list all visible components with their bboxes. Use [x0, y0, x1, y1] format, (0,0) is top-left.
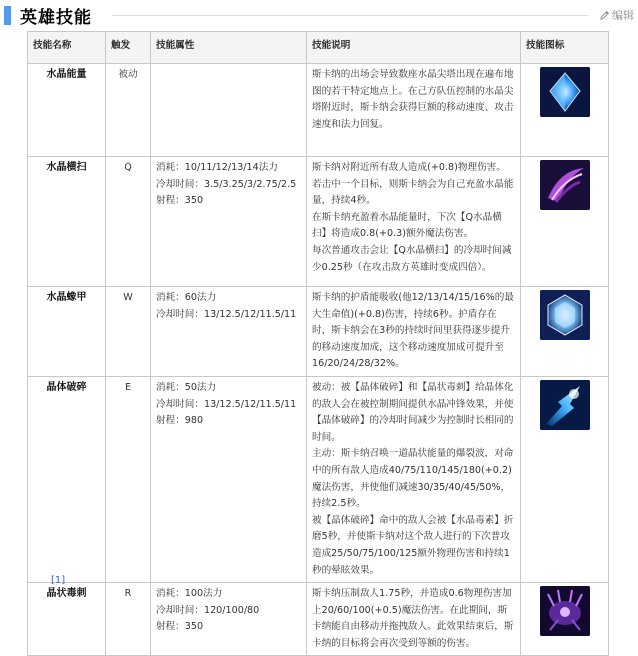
skill-attributes [151, 157, 307, 287]
attr-line: 消耗：60法力 [156, 292, 217, 303]
skill-description [307, 583, 521, 656]
skill-trigger: W [106, 287, 151, 377]
skill-trigger: 被动 [106, 64, 151, 157]
skill-description [307, 64, 521, 157]
table-row [28, 64, 609, 157]
skill-name: 水晶蟓甲 [28, 287, 106, 377]
skill-icon-cell [521, 583, 609, 656]
footnote-link[interactable]: [1] [51, 575, 66, 586]
desc-line: 斯卡纳对附近所有敌人造成(+0.8)物理伤害。若击中一个目标，则斯卡纳会为自己充盈水晶能量，持续4秒。 [312, 162, 514, 207]
skill-attributes [151, 583, 307, 656]
desc-line: 斯卡纳的护盾能吸收(他12/13/14/15/16%的最大生命值)(+0.8)伤害，持续6秒。护盾存在时，斯卡纳会在3秒的持续时间里获得逐步提升的移动速度加成，这个移动速度加成可提升至16/20/24/28/32%。 [312, 292, 514, 370]
header-trigger: 触发 [106, 32, 151, 64]
attr-line: 消耗：100法力 [156, 588, 223, 600]
table-row [28, 157, 609, 287]
attr-line: 射程：350 [156, 621, 204, 633]
attr-line: 冷却时间：13/12.5/12/11.5/11 [156, 308, 297, 320]
pencil-icon [599, 10, 610, 21]
attr-line: 冷却时间：3.5/3.25/3/2.75/2.5 [156, 178, 297, 190]
header-icon: 技能图标 [521, 32, 609, 64]
desc-line: 被【晶体破碎】命中的敌人会被【水晶毒素】折磨5秒，并使斯卡纳对这个敌人进行的下次普攻造成25/50/75/100/125额外物理伤害和持续1秒的晕眩效果。 [312, 514, 514, 576]
skill-icon-cell [521, 64, 609, 157]
skill-attributes [151, 287, 307, 377]
skill-icon-cell [521, 287, 609, 377]
table-row [28, 287, 609, 377]
skill-attributes [151, 376, 307, 582]
header-description: 技能说明 [307, 32, 521, 64]
edit-label: 编辑 [612, 9, 634, 22]
attr-line: 射程：350 [156, 195, 204, 207]
skill-trigger: Q [106, 157, 151, 287]
edit-link[interactable] [599, 7, 634, 23]
desc-line: 在斯卡纳充盈着水晶能量时，下次【Q水晶横扫】将造成0.8(+0.3)额外魔法伤害。 [312, 211, 502, 240]
skill-description [307, 287, 521, 377]
table-header-row [28, 32, 609, 64]
section-divider [112, 15, 588, 16]
attr-line: 消耗：10/11/12/13/14法力 [156, 162, 278, 173]
header-attributes: 技能属性 [151, 32, 307, 64]
skill-description [307, 376, 521, 582]
skills-table [27, 31, 609, 656]
table-row [28, 583, 609, 656]
skill-name: 晶状毒刺 [28, 583, 106, 656]
skill-name: 水晶能量 [28, 64, 106, 157]
skill-icon-cell [521, 157, 609, 287]
skill-name: 水晶横扫 [28, 157, 106, 287]
crystalline-exoskeleton-icon [540, 290, 590, 340]
table-row [28, 376, 609, 582]
desc-line: 斯卡纳压制敌人1.75秒，并造成0.6物理伤害加上20/60/100(+0.5)魔法伤害。在此期间，斯卡纳能自由移动并拖拽敌人。此效果结束后，斯卡纳的目标将会再次受到等额的伤害。 [312, 588, 514, 649]
skill-description [307, 157, 521, 287]
header-skill-name: 技能名称 [28, 32, 106, 64]
fracture-icon [540, 380, 590, 430]
crystal-slash-icon [540, 160, 590, 210]
skill-trigger: R [106, 583, 151, 656]
attr-line: 冷却时间：120/100/80 [156, 604, 260, 616]
desc-line: 每次普通攻击会让【Q水晶横扫】的冷却时间减少0.25秒（在攻击敌方英雄时变成四倍）。 [312, 244, 512, 273]
skill-attributes [151, 64, 307, 157]
section-title: 英雄技能 [20, 8, 92, 28]
skill-trigger: E [106, 376, 151, 582]
crystal-power-icon [540, 67, 590, 117]
desc-line: 主动：斯卡纳召唤一道晶状能量的爆裂波，对命中的所有敌人造成40/75/110/145/180(+0.2)魔法伤害，并使他们减速30/35/40/45/50%，持续2.5秒。 [312, 448, 514, 510]
attr-line: 消耗：50法力 [156, 381, 217, 393]
section-accent-bar [4, 6, 11, 25]
skill-name: 晶体破碎 [28, 376, 106, 582]
desc-line: 被动：被【晶体破碎】和【晶状毒刺】给晶体化的敌人会在被控制期间提供水晶冲锋效果，并使【晶体破碎】的冷却时间减少为控制时长相同的时间。 [312, 381, 514, 443]
attr-line: 射程：980 [156, 415, 204, 427]
skill-icon-cell [521, 376, 609, 582]
desc-line: 斯卡纳的出场会导致数座水晶尖塔出现在遍布地图的若干特定地点上。在己方队伍控制的水晶尖塔附近时，斯卡纳会获得巨额的移动速度、攻击速度和法力回复。 [312, 69, 514, 130]
attr-line: 冷却时间：13/12.5/12/11.5/11 [156, 398, 297, 410]
section-header [0, 0, 638, 30]
crystalline-sting-icon [540, 586, 590, 636]
